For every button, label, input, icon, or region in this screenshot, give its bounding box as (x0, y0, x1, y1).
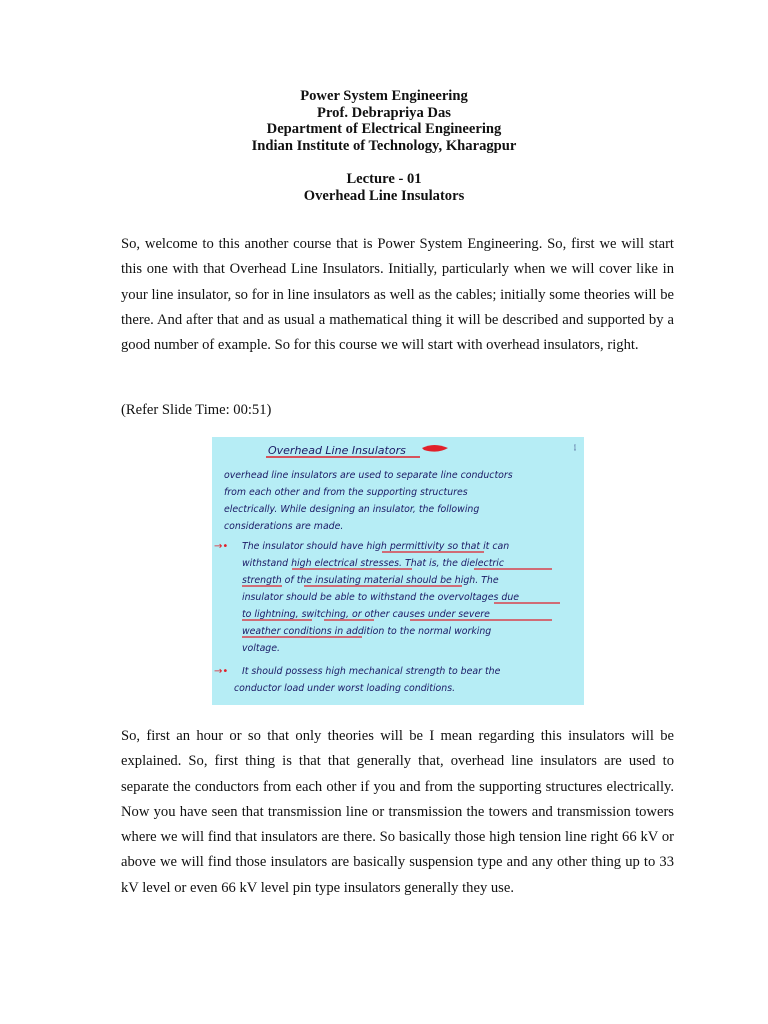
bullet-arrow-icon: →• (214, 666, 229, 677)
slide-line: from each other and from the supporting structures (224, 487, 468, 498)
lecture-title: Overhead Line Insulators (303, 187, 465, 204)
professor-name: Prof. Debrapriya Das (317, 104, 451, 121)
lecture-number: Lecture - 01 (346, 171, 422, 187)
lecture-slide-image (212, 437, 584, 705)
refer-slide-time: (Refer Slide Time: 00:51) (121, 402, 272, 418)
scribble-mark (422, 445, 448, 452)
bullet-arrow-icon: →• (214, 541, 229, 552)
slide-line: voltage. (242, 643, 281, 654)
slide-line: insulator should be able to withstand the overvoltages due (242, 592, 520, 603)
slide-page-mark: ① (574, 443, 576, 454)
explanation-paragraph: So, first an hour or so that only theories will be I mean regarding this insulators will be explained. So, first thing is that that generally that, overhead line insulators are used to separate the conductors from each other if you and from the supporting structures electrically. Now you have seen that transmission line or transmission the towers and transmission towers where we will find that insulators are there. So basically those high tension line right 66 kV or above we will find those insulators are basically suspension type and any other thing up to 33 kV level or even 66 kV level pin type insulators generally they use. (121, 728, 674, 896)
handwritten-slide (212, 437, 584, 705)
institute-name: Indian Institute of Technology, Kharagpur (251, 138, 517, 155)
slide-line: The insulator should have high permittivity so that it can (242, 541, 510, 552)
slide-line: conductor load under worst loading conditions. (234, 683, 456, 694)
slide-line: overhead line insulators are used to separate line conductors (224, 470, 513, 481)
department-name: Department of Electrical Engineering (266, 121, 502, 138)
slide-line: considerations are made. (224, 521, 344, 532)
course-title: Power System Engineering (300, 88, 468, 104)
intro-paragraph: So, welcome to this another course that is Power System Engineering. So, first we will start this one with that Overhead Line Insulators. Initially, particularly when we will cover like in your line insulator, so for in line insulators as well as the cables; initially some theories will be there. And after that and as usual a mathematical thing it will be described and supported by a good number of example. So for this course we will start with overhead insulators, right. (121, 236, 674, 354)
slide-line: electrically. While designing an insulator, the following (224, 504, 480, 515)
slide-title: Overhead Line Insulators (268, 444, 406, 457)
slide-line: strength of the insulating material should be high. The (242, 575, 499, 586)
document-header (0, 88, 768, 155)
slide-line: to lightning, switching, or other causes under severe (242, 609, 490, 620)
slide-line: weather conditions in addition to the normal working (242, 626, 492, 637)
slide-line: withstand high electrical stresses. That is, the dielectric (242, 558, 504, 569)
lecture-heading (0, 171, 768, 204)
slide-line: It should possess high mechanical strength to bear the (242, 666, 501, 677)
